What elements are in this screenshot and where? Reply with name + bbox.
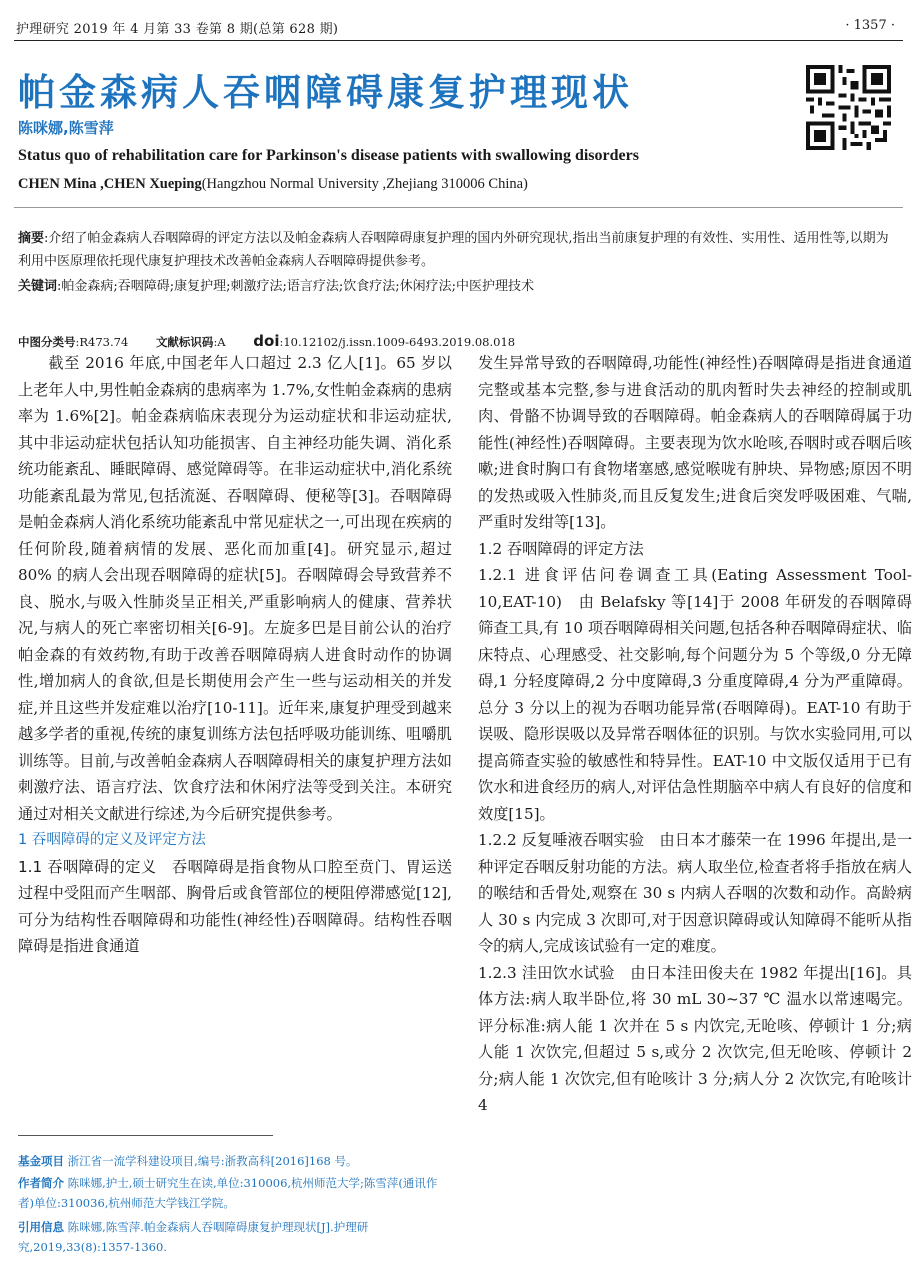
author-text: 陈咪娜,护士,硕士研究生在读,单位:310006,杭州师范大学;陈雪萍(通讯作者)单位:310036,杭州师范大学钱江学院。	[18, 1176, 438, 1210]
section-1-2-2-text: 由日本才藤荣一在 1996 年提出,是一种评定吞咽反射功能的方法。病人取坐位,检查者将手指放在病人的喉结和舌骨处,观察在 30 s 内病人吞咽的次数和动作。高龄病人 30 s 内完成 3 次即可,对于因意识障碍或认知障碍不能听从指令的病人,完成该试验有一定的难度。	[478, 831, 912, 955]
doi-value: :10.12102/j.issn.1009-6493.2019.08.018	[279, 335, 516, 349]
intro-paragraph: 截至 2016 年底,中国老年人口超过 2.3 亿人[1]。65 岁以上老年人中,男性帕金森病的患病率为 1.7%,女性帕金森病的患病率为 1.6%[2]。帕金森病临床表现分为运动症状和非运动症状,其中非运动症状包括认知功能损害、自主神经功能失调、消化系统功能紊乱、睡眠障碍、感觉障碍等。在非运动症状中,消化系统功能紊乱最为常见,包括流涎、吞咽障碍、便秘等[3]。吞咽障碍是帕金森病人消化系统功能紊乱中常见症状之一,可出现在疾病的任何阶段,随着病情的发展、恶化而加重[4]。研究显示,超过 80% 的病人会出现吞咽障碍的症状[5]。吞咽障碍会导致营养不良、脱水,与吸入性肺炎呈正相关,严重影响病人的健康、营养状况,与病人的死亡率密切相关[6-9]。左旋多巴是目前公认的治疗帕金森的有效药物,有助于改善吞咽障碍病人进食时动作的协调性,增加病人的食欲,但是长期使用会产生一些与运动相关的并发症,并且这些并发症难以治疗[10-11]。近年来,康复护理受到越来越多学者的重视,传统的康复训练方法包括呼吸功能训练、咀嚼肌训练等。目前,与改善帕金森病人吞咽障碍相关的康复护理方法如刺激疗法、语言疗法、饮食疗法和休闲疗法等受到关注。本研究通过对相关文献进行综述,为今后研究提供参考。	[18, 354, 452, 823]
clc-value: :R473.74	[75, 335, 129, 349]
header-rule	[14, 40, 903, 41]
section-1-2-3	[478, 960, 912, 1119]
abstract-text: :介绍了帕金森病人吞咽障碍的评定方法以及帕金森病人吞咽障碍康复护理的国内外研究现状,指出当前康复护理的有效性、实用性、适用性等,以期为利用中医原理依托现代康复护理技术改善帕金森病人吞咽障碍提供参考。	[18, 231, 889, 269]
citation-text: 陈咪娜,陈雪萍.帕金森病人吞咽障碍康复护理现状[J].护理研究,2019,33(8):1357-1360.	[18, 1220, 369, 1254]
section-1-2-2-heading: 1.2.2 反复唾液吞咽实验	[478, 831, 645, 849]
page-number: · 1357 ·	[845, 18, 895, 33]
fund-label: 基金项目	[18, 1154, 64, 1168]
english-title: Status quo of rehabilitation care for Parkinson's disease patients with swallowing disorders	[18, 147, 639, 164]
doc-code-label: 文献标识码	[155, 335, 214, 349]
article-title: 帕金森病人吞咽障碍康复护理现状	[18, 71, 633, 114]
keywords-text: :帕金森病;吞咽障碍;康复护理;刺激疗法;语言疗法;饮食疗法;休闲疗法;中医护理技术	[57, 279, 535, 294]
doc-code-value: :A	[213, 335, 226, 349]
section-1-2-1-text: 由 Belafsky 等[14]于 2008 年研发的吞咽障碍筛查工具,有 10 项吞咽障碍相关问题,包括各种吞咽障碍症状、临床特点、心理感受、社交影响,每个问题分为 5 个等级,0 分无障碍,1 分轻度障碍,2 分中度障碍,3 分重度障碍,4 分为严重障碍。总分 3 分以上的视为吞咽功能异常(吞咽障碍)。EAT-10 有助于误吸、隐形误吸以及异常吞咽体征的识别。与饮水实验同用,可以提高筛查实验的敏感性和特异性。EAT-10 中文版仅适用于已有饮水和进食经历的病人,对评估急性期脑卒中病人有良好的信度和效度[15]。	[478, 592, 912, 823]
keywords	[18, 277, 895, 297]
footnote-rule	[18, 1135, 273, 1136]
section-1-1-text: 吞咽障碍是指食物从口腔至贲门、胃运送过程中受阻而产生咽部、胸骨后或食管部位的梗阻停滞感觉[12],可分为结构性吞咽障碍和功能性(神经性)吞咽障碍。结构性吞咽障碍是指进食通道	[18, 857, 452, 955]
clc-label: 中图分类号	[18, 335, 76, 349]
classification-line	[18, 332, 515, 350]
section-1-1-heading: 1.1 吞咽障碍的定义	[18, 857, 157, 876]
doi-label: doi	[253, 332, 280, 350]
divider	[14, 207, 903, 208]
section-1-2-3-text: 由日本洼田俊夫在 1982 年提出[16]。具体方法:病人取半卧位,将 30 mL 30~37 ℃ 温水以常速喝完。评分标准:病人能 1 次并在 5 s 内饮完,无呛咳、停顿计 1 分;病人能 1 次饮完,但超过 5 s,或分 2 次饮完,但无呛咳、停顿计 2 分;病人能 1 次饮完,但有呛咳计 3 分;病人分 2 次饮完,有呛咳计 4	[478, 963, 912, 1114]
footnote-citation	[18, 1217, 448, 1257]
right-column	[478, 350, 912, 1276]
citation-label: 引用信息	[18, 1220, 64, 1234]
keywords-label: 关键词	[18, 279, 58, 294]
section-1-2-1-heading: 1.2.1 进食评估问卷调查工具(Eating Assessment Tool-10,EAT-10)	[478, 566, 912, 611]
authors: 陈咪娜,陈雪萍	[18, 119, 114, 137]
left-column	[18, 350, 452, 1110]
section-1-2-2	[478, 827, 912, 960]
footnote-fund	[18, 1151, 448, 1171]
section-1-2-heading: 1.2 吞咽障碍的评定方法	[478, 539, 644, 558]
footnote-author	[18, 1173, 448, 1213]
section-1-heading: 1 吞咽障碍的定义及评定方法	[18, 832, 206, 848]
abstract	[18, 227, 895, 273]
section-1-1	[18, 854, 452, 960]
fund-text: 浙江省一流学科建设项目,编号:浙教高科[2016]168 号。	[64, 1154, 358, 1168]
continued-paragraph: 发生异常导致的吞咽障碍,功能性(神经性)吞咽障碍是指进食通道完整或基本完整,参与进食活动的肌肉暂时失去神经的控制或肌肉、骨骼不协调导致的吞咽障碍。帕金森病人的吞咽障碍属于功能性(神经性)吞咽障碍。主要表现为饮水呛咳,吞咽时或吞咽后咳嗽;进食时胸口有食物堵塞感,感觉喉咙有肿块、异物感;原因不明的发热或吸入性肺炎,而且反复发生;进食后突发呼吸困难、气喘,严重时发绀等[13]。	[478, 354, 912, 531]
journal-header: 护理研究 2019 年 4 月第 33 卷第 8 期(总第 628 期)	[16, 22, 339, 37]
author-label: 作者简介	[18, 1176, 64, 1190]
english-author-names: CHEN Mina ,CHEN Xueping	[18, 176, 202, 192]
section-1-2-1	[478, 562, 912, 827]
english-affiliation: (Hangzhou Normal University ,Zhejiang 310006 China)	[201, 176, 528, 192]
abstract-label: 摘要	[18, 231, 45, 246]
qr-code-icon	[806, 65, 891, 150]
english-authors	[18, 176, 528, 193]
section-1-2-3-heading: 1.2.3 洼田饮水试验	[478, 963, 615, 982]
